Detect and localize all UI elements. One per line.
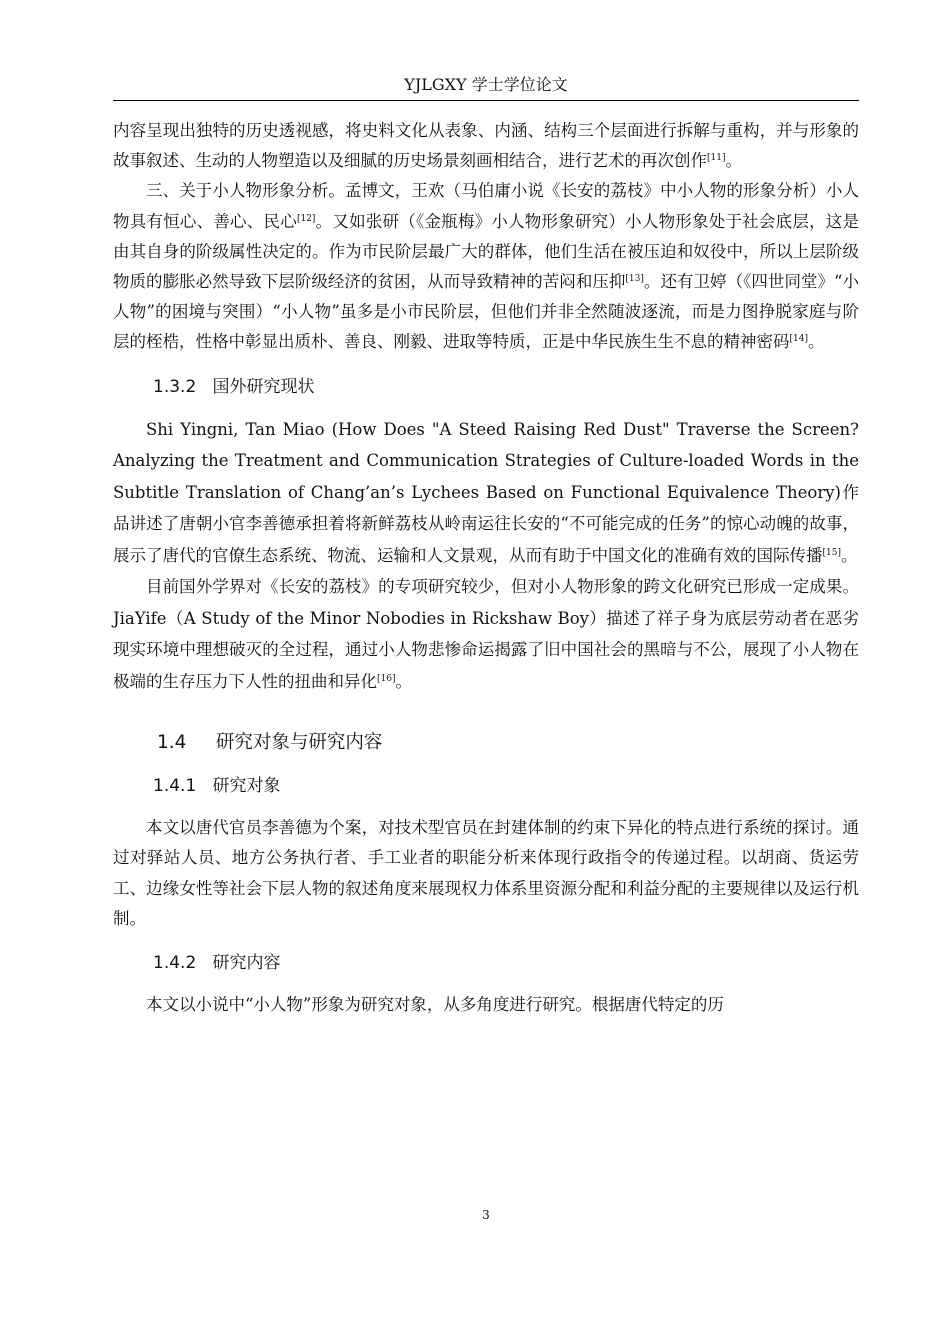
page-number: 3 (482, 1208, 490, 1222)
citation-16: [16] (377, 673, 396, 684)
paragraph-foreign-study-1: Shi Yingni, Tan Miao (How Does "A Steed Raising Red Dust" Traverse the Screen? Analyzing the Treatment and Communication Strategies of Culture-loaded Words in the Subtitle Translation of Chang’an’s Lychees Based on Functional Equivalence Theory)作品讲述了唐朝小官李善德承担着将新鲜荔枝从岭南运往长安的“不可能完成的任务”的惊心动魄的故事，展示了唐代的官僚生态系统、物流、运输和人文景观，从而有助于中国文化的准确有效的国际传播[15]。 (113, 419, 859, 565)
section-heading-1-4: 1.4 研究对象与研究内容 (157, 732, 383, 754)
header-title: YJLGXY 学士学位论文 (404, 75, 568, 94)
paragraph-foreign-study-2: 目前国外学界对《长安的荔枝》的专项研究较少，但对小人物形象的跨文化研究已形成一定成果。JiaYife（A Study of the Minor Nobodies in Rickshaw Boy）描述了祥子身为底层劳动者在恶劣现实环境中理想破灭的全过程，通过小人物悲惨命运揭露了旧中国社会的黑暗与不公，展现了小人物在极端的生存压力下人性的扭曲和异化[16]。 (113, 577, 859, 691)
citation-14: [14] (789, 334, 808, 345)
citation-15: [15] (822, 547, 841, 558)
page-body (113, 116, 859, 1020)
page-header (113, 72, 859, 101)
paragraph-research-object: 本文以唐代官员李善德为个案，对技术型官员在封建体制的约束下异化的特点进行系统的探讨。通过对驿站人员、地方公务执行者、手工业者的职能分析来体现行政指令的传递过程。以胡商、货运劳工、边缘女性等社会下层人物的叙述角度来展现权力体系里资源分配和利益分配的主要规律以及运行机制。 (113, 818, 859, 928)
section-heading-1-3-2: 1.3.2 国外研究现状 (153, 376, 315, 397)
section-heading-1-4-1: 1.4.1 研究对象 (153, 776, 281, 797)
citation-12: [12] (296, 213, 316, 224)
section-heading-1-4-2: 1.4.2 研究内容 (153, 952, 281, 973)
paragraph-research-content: 本文以小说中“小人物”形象为研究对象，从多角度进行研究。根据唐代特定的历 (146, 994, 724, 1014)
paragraph-continued: 内容呈现出独特的历史透视感，将史料文化从表象、内涵、结构三个层面进行拆解与重构，并与形象的故事叙述、生动的人物塑造以及细腻的历史场景刻画相结合，进行艺术的再次创作[11]。 (113, 121, 859, 171)
paragraph-small-character-analysis: 三、关于小人物形象分析。孟博文，王欢（马伯庸小说《长安的荔枝》中小人物的形象分析）小人物具有恒心、善心、民心[12]。又如张研（《金瓶梅》小人物形象研究）小人物形象处于社会底层，这是由其自身的阶级属性决定的。作为市民阶层最广大的群体，他们生活在被压迫和奴役中，所以上层阶级物质的膨胀必然导致下层阶级经济的贫困，从而导致精神的苦闷和压抑[13]。还有卫婷（《四世同堂》“小人物”的困境与突围）“小人物”虽多是小市民阶层，但他们并非全然随波逐流，而是力图挣脱家庭与阶层的桎梏，性格中彰显出质朴、善良、刚毅、进取等特质，正是中华民族生生不息的精神密码[14]。 (113, 181, 860, 352)
citation-13: [13] (625, 274, 644, 285)
citation-11: [11] (707, 153, 726, 164)
